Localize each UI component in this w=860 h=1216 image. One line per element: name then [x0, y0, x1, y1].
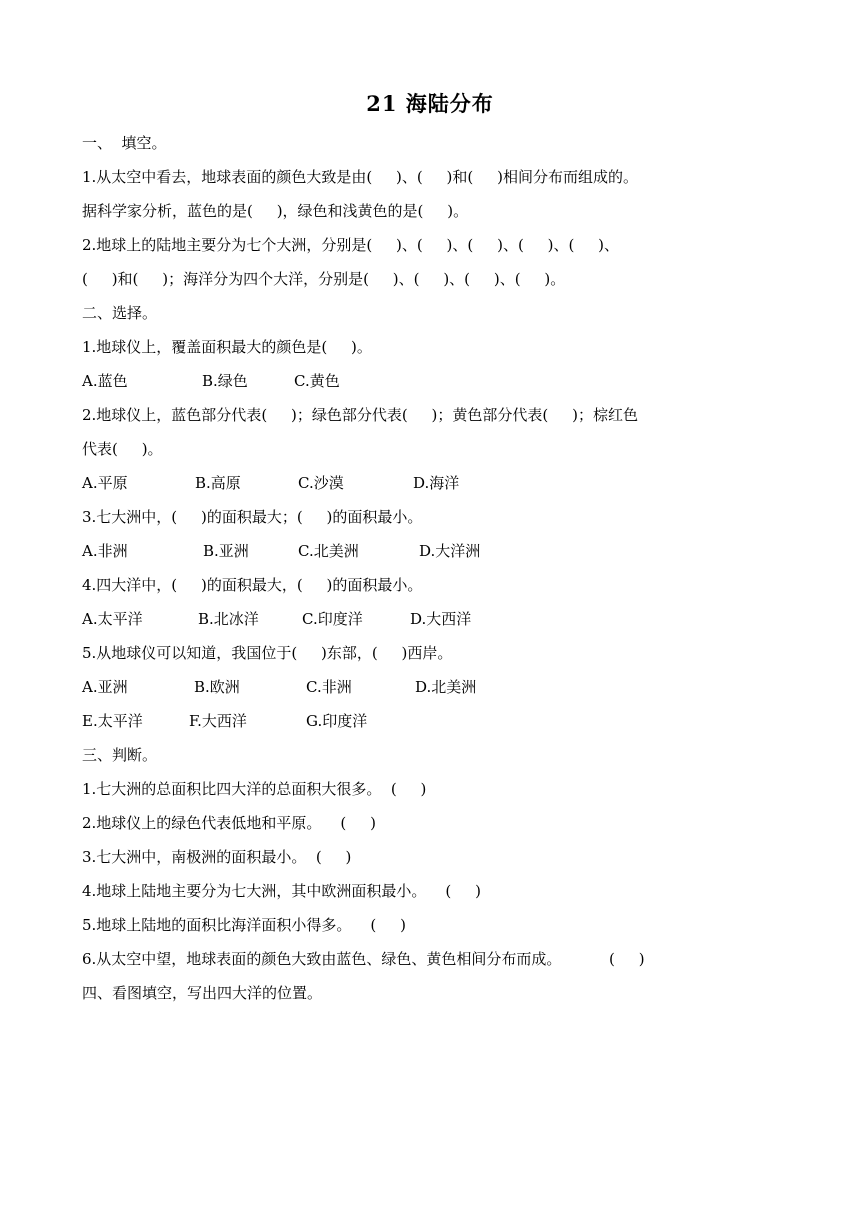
- s1-question-2-line-1: 2.地球上的陆地主要分为七个大洲，分别是( )、( )、( )、( )、( )、: [82, 236, 620, 254]
- section-4-header: 四、看图填空，写出四大洋的位置。: [82, 984, 323, 1002]
- s2-question-2-line-1: 2.地球仪上，蓝色部分代表( )；绿色部分代表( )；黄色部分代表( )；棕红色: [82, 406, 638, 424]
- option: D.海洋: [413, 474, 460, 492]
- s2-question-4: 4.四大洋中，( )的面积最大，( )的面积最小。: [82, 576, 423, 594]
- option: C.黄色: [294, 372, 340, 390]
- s1-question-1-line-1: 1.从太空中看去，地球表面的颜色大致是由( )、( )和( )相间分布而组成的。: [82, 168, 638, 186]
- page-title: 21 海陆分布: [366, 91, 494, 116]
- option: B.北冰洋: [198, 610, 259, 628]
- s2-q1-options: [82, 364, 782, 398]
- option: E.太平洋: [82, 712, 143, 730]
- s3-item-1: 1.七大洲的总面积比四大洋的总面积大很多。 ( ): [82, 780, 427, 798]
- s3-item-6: 6.从太空中望，地球表面的颜色大致由蓝色、绿色、黄色相间分布而成。 ( ): [82, 950, 645, 968]
- s2-q2-options: [82, 466, 782, 500]
- s3-item-4: 4.地球上陆地主要分为七大洲，其中欧洲面积最小。 ( ): [82, 882, 481, 900]
- option: C.印度洋: [302, 610, 363, 628]
- option: B.高原: [195, 474, 241, 492]
- option: C.北美洲: [298, 542, 359, 560]
- option: B.绿色: [202, 372, 248, 390]
- option: A.蓝色: [82, 372, 128, 390]
- option: A.太平洋: [82, 610, 143, 628]
- option: D.大西洋: [410, 610, 472, 628]
- option: A.非洲: [82, 542, 128, 560]
- option: G.印度洋: [306, 712, 368, 730]
- s3-item-5: 5.地球上陆地的面积比海洋面积小得多。 ( ): [82, 916, 406, 934]
- s2-q4-options: [82, 602, 782, 636]
- section-3-header: 三、判断。: [82, 746, 158, 764]
- s2-question-1: 1.地球仪上，覆盖面积最大的颜色是( )。: [82, 338, 372, 356]
- s1-question-1-line-2: 据科学家分析，蓝色的是( )，绿色和浅黄色的是( )。: [82, 202, 469, 220]
- option: D.大洋洲: [419, 542, 481, 560]
- option: B.亚洲: [203, 542, 249, 560]
- section-1-header: 一、 填空。: [82, 134, 167, 152]
- option: C.沙漠: [298, 474, 344, 492]
- worksheet-content: [82, 126, 782, 1010]
- option: A.平原: [82, 474, 128, 492]
- s2-question-3: 3.七大洲中，( )的面积最大；( )的面积最小。: [82, 508, 423, 526]
- s2-q3-options: [82, 534, 782, 568]
- s3-item-2: 2.地球仪上的绿色代表低地和平原。 ( ): [82, 814, 376, 832]
- s2-q5-options-row-1: [82, 670, 782, 704]
- option: D.北美洲: [415, 678, 477, 696]
- option: F.大西洋: [189, 712, 247, 730]
- s2-q5-options-row-2: [82, 704, 782, 738]
- s2-question-2-line-2: 代表( )。: [82, 440, 163, 458]
- s2-question-5: 5.从地球仪可以知道，我国位于( )东部，( )西岸。: [82, 644, 453, 662]
- s3-item-3: 3.七大洲中，南极洲的面积最小。 ( ): [82, 848, 352, 866]
- s1-question-2-line-2: ( )和( )；海洋分为四个大洋，分别是( )、( )、( )、( )。: [82, 270, 566, 288]
- option: B.欧洲: [194, 678, 240, 696]
- option: A.亚洲: [82, 678, 128, 696]
- section-2-header: 二、选择。: [82, 304, 158, 322]
- option: C.非洲: [306, 678, 352, 696]
